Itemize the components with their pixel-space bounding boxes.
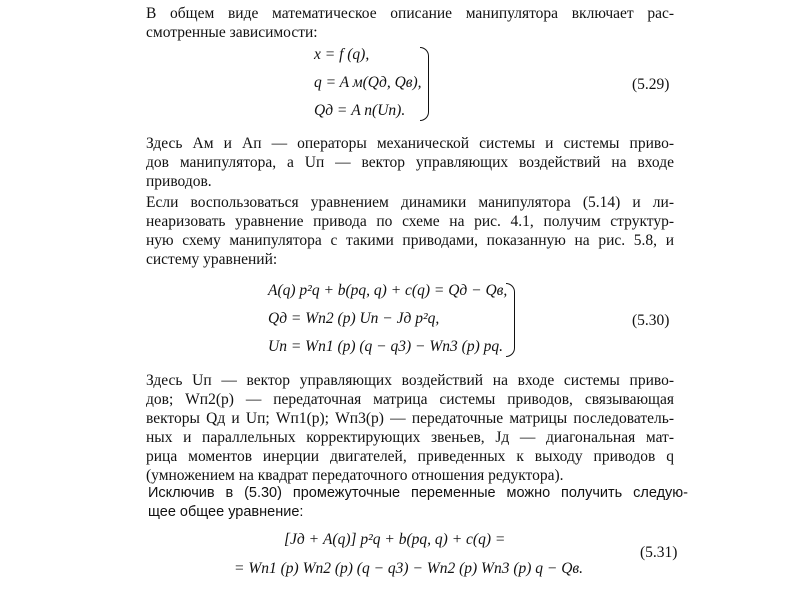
equation-row: [Jд + A(q)] p²q + b(pq, q) + c(q) = (284, 531, 506, 548)
equation-row: Qд = A п(Uп). (314, 102, 406, 119)
text-line: смотренные зависимости: (146, 24, 318, 41)
equation-row: A(q) p²q + b(pq, q) + c(q) = Qд − Qв, (268, 282, 508, 299)
equation-number: (5.29) (632, 76, 670, 93)
text-line: щее общее уравнение: (148, 504, 304, 520)
equation-number: (5.30) (632, 312, 670, 329)
intro-paragraph (146, 4, 674, 42)
paragraph-operators (146, 134, 674, 191)
text-line: Если воспользоваться уравнением динамики манипулятора (5.14) и ли- (146, 194, 674, 211)
text-line: дов; Wп2(p) — передаточная матрица системы приводов, связывающая (146, 391, 674, 408)
paragraph-exclusion (148, 484, 688, 522)
right-brace (420, 47, 429, 121)
text-line: систему уравнений: (146, 251, 278, 268)
text-line: дов манипулятора, а Uп — вектор управляющих воздействий на входе (146, 154, 674, 171)
equation-row: = Wп1 (p) Wп2 (p) (q − q3) − Wп2 (p) Wп3 (p) q − Qв. (234, 560, 584, 577)
text-line: Здесь Aм и Aп — операторы механической системы и системы приво- (146, 135, 674, 152)
text-line: (умножением на квадрат передаточного отношения редуктора). (146, 467, 564, 484)
paragraph-definitions (146, 371, 674, 485)
text-line: рица моментов инерции двигателей, приведенных к выходу приводов q (146, 448, 674, 465)
equation-number: (5.31) (640, 544, 678, 561)
text-line: ных и параллельных корректирующих звеньев, Jд — диагональная мат- (146, 429, 674, 446)
text-line: ную схему манипулятора с такими приводами, показанную на рис. 5.8, и (146, 232, 674, 249)
text-line: приводов. (146, 173, 212, 190)
equation-row: q = A м(Qд, Qв), (314, 74, 422, 91)
text-line: векторы Qд и Uп; Wп1(p); Wп3(p) — передаточные матрицы последователь- (146, 410, 674, 427)
text-line: Здесь Uп — вектор управляющих воздействий на входе системы приво- (146, 372, 674, 389)
equation-row: x = f (q), (314, 46, 370, 63)
text-line: неаризовать уравнение привода по схеме на рис. 4.1, получим структур- (146, 213, 674, 230)
text-line: Исключив в (5.30) промежуточные переменные можно получить следую- (148, 485, 688, 501)
paragraph-dynamics (146, 193, 674, 269)
equation-row: Uп = Wп1 (p) (q − q3) − Wп3 (p) pq. (268, 338, 503, 355)
text-line: В общем виде математическое описание манипулятора включает рас- (146, 5, 674, 22)
right-brace (506, 283, 515, 357)
equation-row: Qд = Wп2 (p) Uп − Jд p²q, (268, 310, 440, 327)
